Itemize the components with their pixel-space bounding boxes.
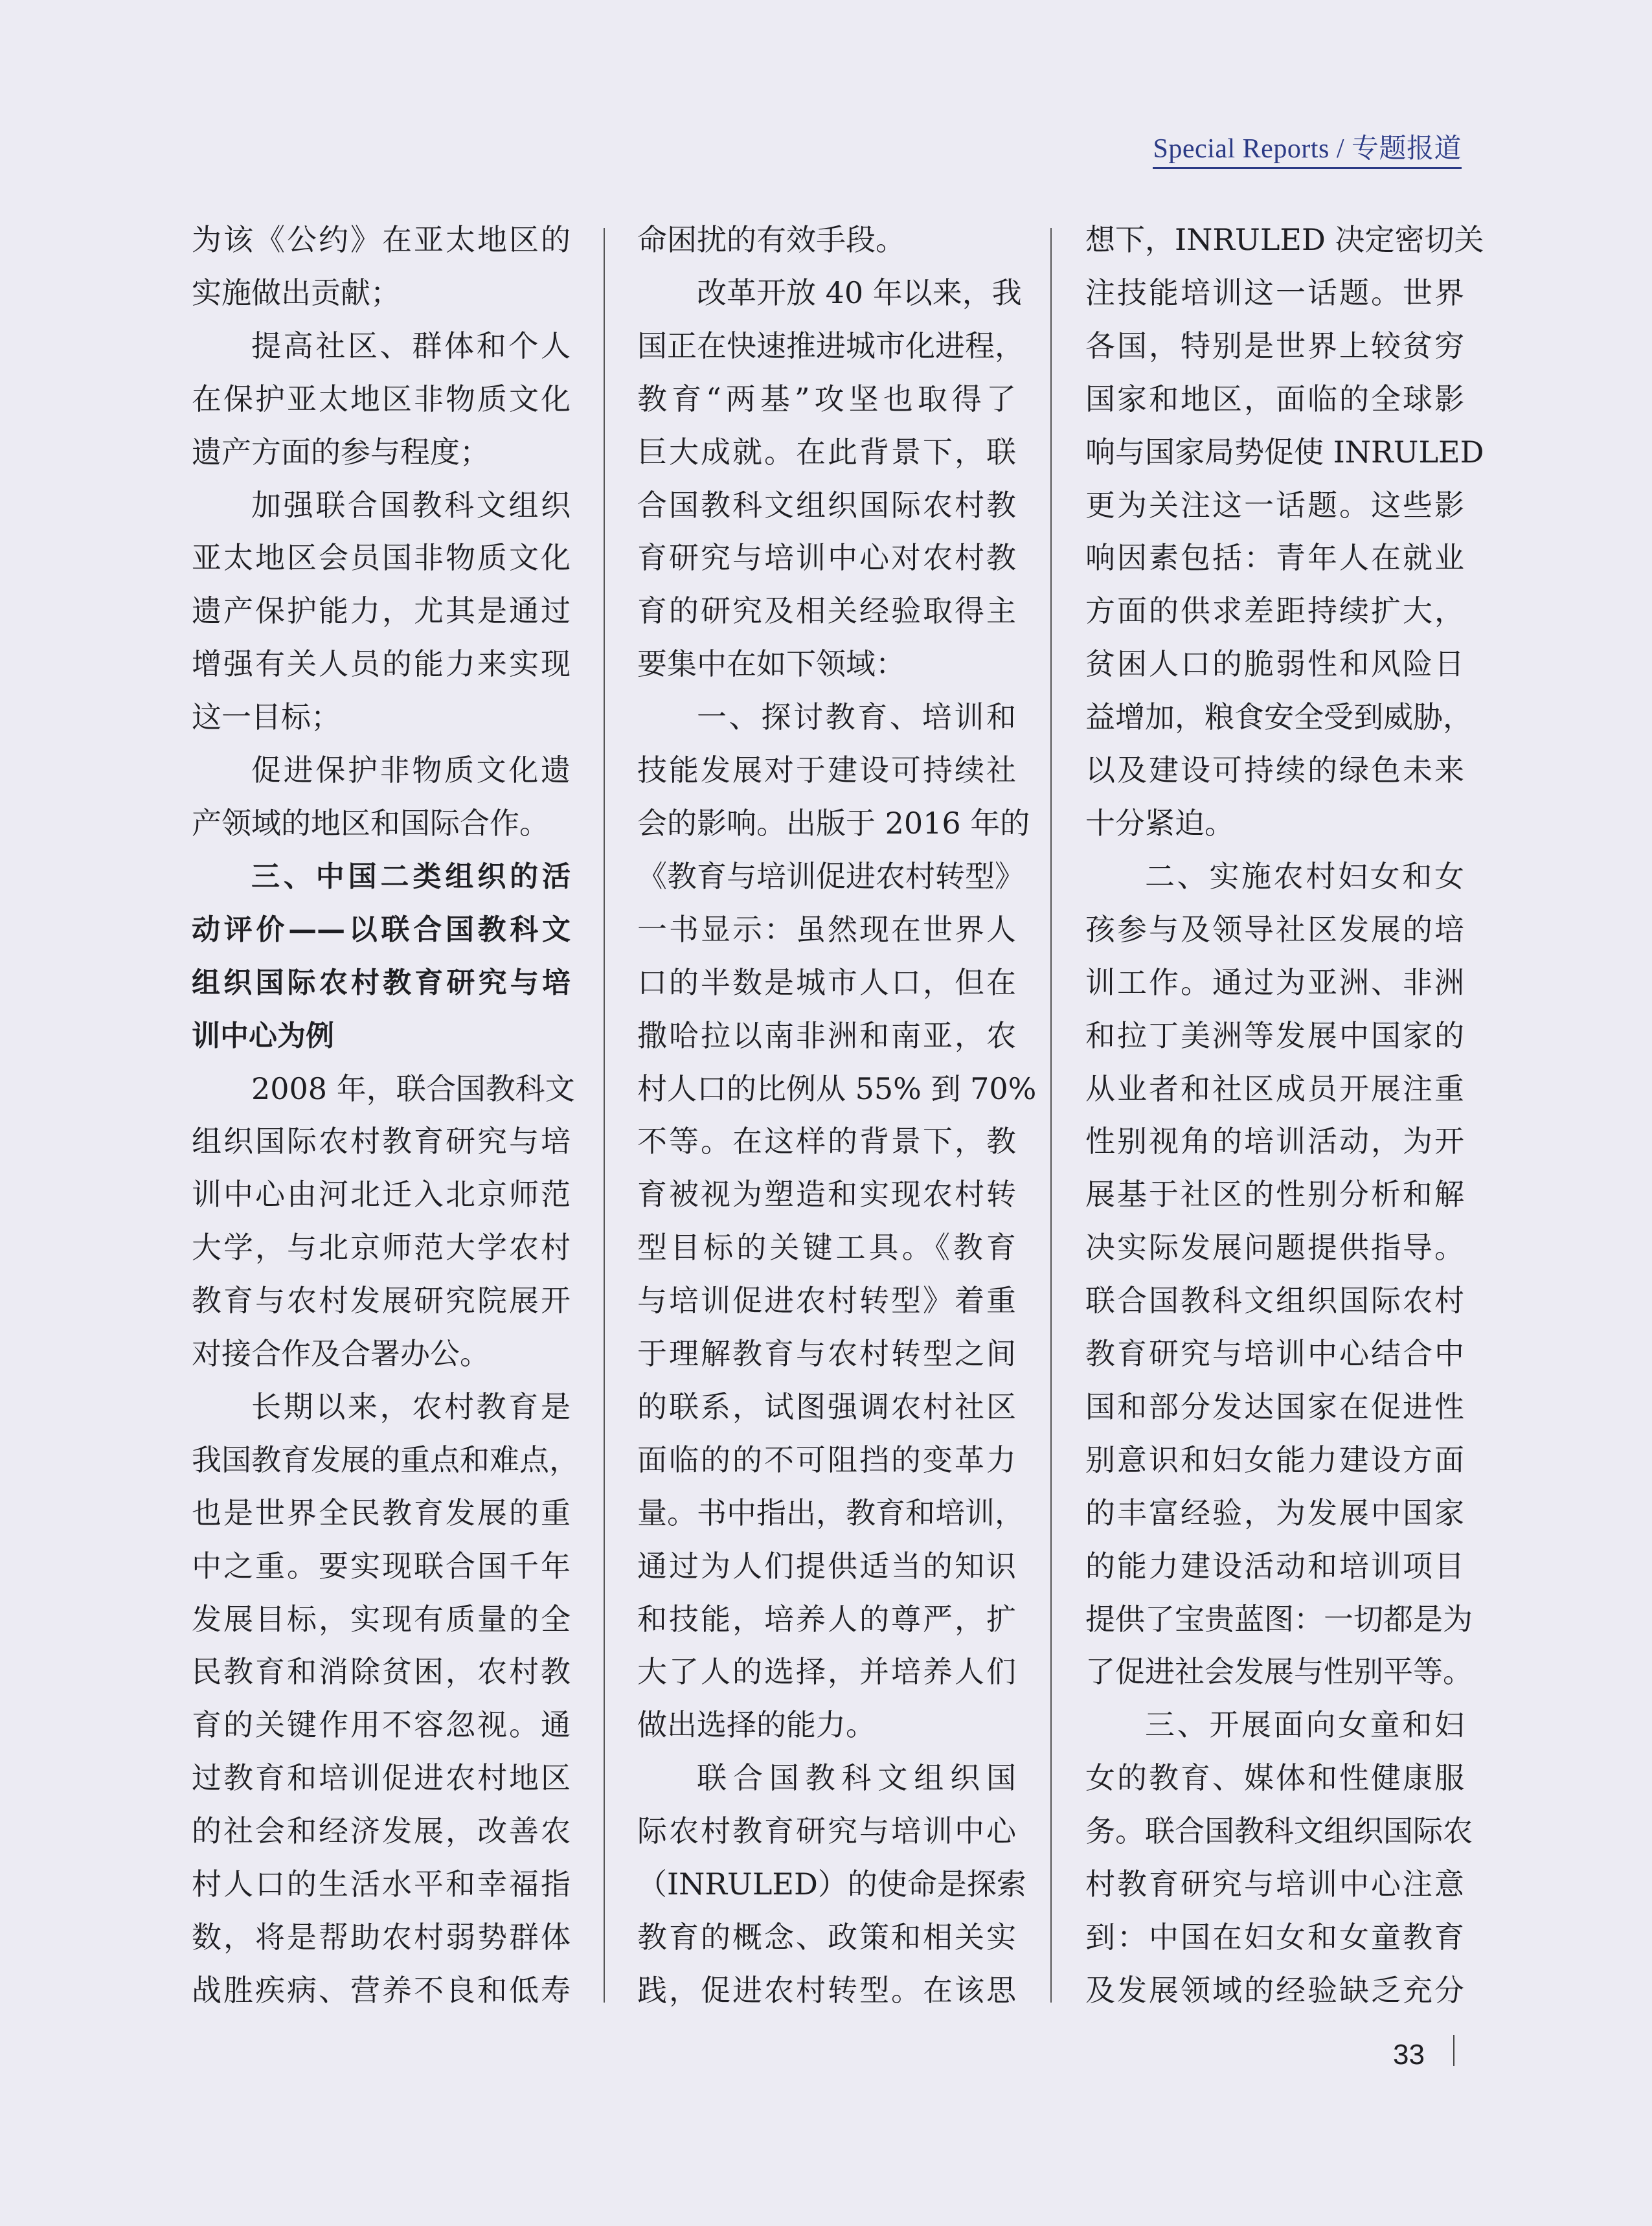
text-line: 国和部分发达国家在促进性 bbox=[1085, 1389, 1464, 1424]
text-line: 长期以来，农村教育是 bbox=[251, 1389, 571, 1424]
text-line: 了促进社会发展与性别平等。 bbox=[1085, 1654, 1473, 1690]
text-line: 不等。在这样的背景下，教 bbox=[637, 1124, 1016, 1159]
text-line: 的社会和经济发展，改善农 bbox=[192, 1813, 571, 1849]
text-line: 性别视角的培训活动，为开 bbox=[1085, 1124, 1464, 1159]
text-line: （INRULED）的使命是探索 bbox=[637, 1867, 1026, 1902]
section-heading-line: 训中心为例 bbox=[192, 1019, 334, 1052]
text-line: 联合国教科文组织国 bbox=[697, 1760, 1016, 1796]
text-line: 展基于社区的性别分析和解 bbox=[1085, 1177, 1464, 1212]
text-line: 训工作。通过为亚洲、非洲 bbox=[1085, 964, 1464, 1000]
text-line: 村人口的比例从 55% 到 70% bbox=[637, 1071, 1037, 1106]
text-column-1 bbox=[192, 214, 579, 2017]
text-line: 益增加，粮食安全受到威胁， bbox=[1085, 699, 1473, 735]
text-line: 我国教育发展的重点和难点， bbox=[192, 1442, 579, 1477]
text-line: 发展目标，实现有质量的全 bbox=[192, 1601, 571, 1637]
text-line: 口的半数是城市人口，但在 bbox=[637, 964, 1016, 1000]
text-line: 战胜疾病、营养不良和低寿 bbox=[192, 1972, 571, 2008]
text-line: 方面的供求差距持续扩大， bbox=[1085, 593, 1464, 629]
text-line: 民教育和消除贫困，农村教 bbox=[192, 1654, 571, 1690]
text-line: 面临的的不可阻挡的变革力 bbox=[637, 1442, 1016, 1477]
text-line: 与培训促进农村转型》着重 bbox=[637, 1283, 1016, 1319]
text-line: 命困扰的有效手段。 bbox=[637, 222, 905, 257]
text-line: 的丰富经验，为发展中国家 bbox=[1085, 1495, 1464, 1530]
text-line: 二、实施农村妇女和女 bbox=[1145, 858, 1464, 894]
section-header: Special Reports / 专题报道 bbox=[1153, 134, 1462, 164]
text-line: 实施做出贡献； bbox=[192, 275, 400, 310]
section-heading-line: 动评价——以联合国教科文 bbox=[192, 913, 571, 946]
text-line: 教育的概念、政策和相关实 bbox=[637, 1920, 1016, 1955]
text-line: 各国，特别是世界上较贫穷 bbox=[1085, 328, 1464, 363]
text-line: 2008 年，联合国教科文 bbox=[251, 1071, 575, 1106]
text-line: 的联系，试图强调农村社区 bbox=[637, 1389, 1016, 1424]
text-line: 及发展领域的经验缺乏充分 bbox=[1085, 1972, 1464, 2008]
text-line: 数，将是帮助农村弱势群体 bbox=[192, 1920, 571, 1955]
text-line: 撒哈拉以南非洲和南亚，农 bbox=[637, 1017, 1016, 1053]
text-line: 从业者和社区成员开展注重 bbox=[1085, 1071, 1464, 1106]
text-line: 训中心由河北迁入北京师范 bbox=[192, 1177, 571, 1212]
text-line: 育被视为塑造和实现农村转 bbox=[637, 1177, 1016, 1212]
text-line: 村人口的生活水平和幸福指 bbox=[192, 1867, 571, 1902]
text-line: 改革开放 40 年以来，我 bbox=[697, 275, 1022, 310]
text-line: 遗产方面的参与程度； bbox=[192, 434, 490, 470]
text-line: 组织国际农村教育研究与培 bbox=[192, 1124, 571, 1159]
text-line: 决实际发展问题提供指导。 bbox=[1085, 1230, 1464, 1266]
text-line: 大了人的选择，并培养人们 bbox=[637, 1654, 1016, 1690]
text-line: 遗产保护能力，尤其是通过 bbox=[192, 593, 571, 629]
text-line: 以及建设可持续的绿色未来 bbox=[1085, 753, 1464, 788]
text-line: 提供了宝贵蓝图：一切都是为 bbox=[1085, 1601, 1473, 1637]
text-line: 国正在快速推进城市化进程， bbox=[637, 328, 1024, 363]
text-line: 别意识和妇女能力建设方面 bbox=[1085, 1442, 1464, 1477]
text-line: 育研究与培训中心对农村教 bbox=[637, 540, 1016, 576]
text-line: 也是世界全民教育发展的重 bbox=[192, 1495, 571, 1530]
text-line: 村教育研究与培训中心注意 bbox=[1085, 1867, 1464, 1902]
text-line: 一、探讨教育、培训和 bbox=[697, 699, 1016, 735]
text-line: 教育“两基”攻坚也取得了 bbox=[637, 381, 1016, 416]
text-line: 育的关键作用不容忽视。通 bbox=[192, 1707, 571, 1743]
text-line: 型目标的关键工具。《教育 bbox=[637, 1230, 1016, 1266]
text-line: 和拉丁美洲等发展中国家的 bbox=[1085, 1017, 1464, 1053]
header-underline bbox=[1153, 167, 1462, 169]
text-line: 孩参与及领导社区发展的培 bbox=[1085, 911, 1464, 947]
column-divider bbox=[1050, 228, 1052, 2003]
text-line: 增强有关人员的能力来实现 bbox=[192, 646, 571, 682]
text-line: 和技能，培养人的尊严，扩 bbox=[637, 1601, 1016, 1637]
text-line: 技能发展对于建设可持续社 bbox=[637, 753, 1016, 788]
text-line: 十分紧迫。 bbox=[1085, 805, 1234, 841]
page-number-rule bbox=[1453, 2035, 1454, 2066]
text-line: 一书显示：虽然现在世界人 bbox=[637, 911, 1016, 947]
text-line: 促进保护非物质文化遗 bbox=[251, 753, 571, 788]
text-line: 加强联合国教科文组织 bbox=[251, 487, 571, 523]
text-line: 教育与农村发展研究院展开 bbox=[192, 1283, 571, 1319]
text-line: 教育研究与培训中心结合中 bbox=[1085, 1336, 1464, 1372]
text-line: 大学，与北京师范大学农村 bbox=[192, 1230, 571, 1266]
section-heading-line: 三、中国二类组织的活 bbox=[251, 859, 571, 893]
text-line: 育的研究及相关经验取得主 bbox=[637, 593, 1016, 629]
text-line: 量。书中指出，教育和培训， bbox=[637, 1495, 1024, 1530]
text-line: 响因素包括：青年人在就业 bbox=[1085, 540, 1464, 576]
text-line: 务。联合国教科文组织国际农 bbox=[1085, 1813, 1473, 1849]
text-line: 合国教科文组织国际农村教 bbox=[637, 487, 1016, 523]
text-line: 这一目标； bbox=[192, 699, 341, 735]
section-heading-line: 组织国际农村教育研究与培 bbox=[192, 966, 571, 999]
text-line: 于理解教育与农村转型之间 bbox=[637, 1336, 1016, 1372]
text-line: 为该《公约》在亚太地区的 bbox=[192, 222, 571, 257]
text-line: 亚太地区会员国非物质文化 bbox=[192, 540, 571, 576]
page-number: 33 bbox=[1393, 2039, 1425, 2071]
text-line: 产领域的地区和国际合作。 bbox=[192, 805, 549, 841]
text-column-2 bbox=[637, 214, 1037, 2017]
text-line: 要集中在如下领域： bbox=[637, 646, 905, 682]
text-line: 做出选择的能力。 bbox=[637, 1707, 876, 1743]
text-line: 注技能培训这一话题。世界 bbox=[1085, 275, 1464, 310]
text-line: 响与国家局势促使 INRULED bbox=[1085, 434, 1484, 470]
text-line: 三、开展面向女童和妇 bbox=[1145, 1707, 1464, 1743]
text-line: 更为关注这一话题。这些影 bbox=[1085, 487, 1464, 523]
text-line: 过教育和培训促进农村地区 bbox=[192, 1760, 571, 1796]
text-line: 国家和地区，面临的全球影 bbox=[1085, 381, 1464, 416]
column-divider bbox=[604, 228, 605, 2003]
text-line: 想下，INRULED 决定密切关 bbox=[1085, 222, 1484, 257]
text-line: 提高社区、群体和个人 bbox=[251, 328, 571, 363]
text-line: 女的教育、媒体和性健康服 bbox=[1085, 1760, 1464, 1796]
text-line: 巨大成就。在此背景下，联 bbox=[637, 434, 1016, 470]
text-line: 通过为人们提供适当的知识 bbox=[637, 1548, 1016, 1584]
text-line: 会的影响。出版于 2016 年的 bbox=[637, 805, 1030, 841]
text-line: 中之重。要实现联合国千年 bbox=[192, 1548, 571, 1584]
text-line: 的能力建设活动和培训项目 bbox=[1085, 1548, 1464, 1584]
text-line: 际农村教育研究与培训中心 bbox=[637, 1813, 1016, 1849]
text-line: 在保护亚太地区非物质文化 bbox=[192, 381, 571, 416]
text-line: 到：中国在妇女和女童教育 bbox=[1085, 1920, 1464, 1955]
text-line: 贫困人口的脆弱性和风险日 bbox=[1085, 646, 1464, 682]
text-line: 联合国教科文组织国际农村 bbox=[1085, 1283, 1464, 1319]
text-line: 对接合作及合署办公。 bbox=[192, 1336, 490, 1372]
text-column-3 bbox=[1085, 214, 1484, 2017]
text-line: 践，促进农村转型。在该思 bbox=[637, 1972, 1016, 2008]
text-line: 《教育与培训促进农村转型》 bbox=[637, 858, 1024, 894]
